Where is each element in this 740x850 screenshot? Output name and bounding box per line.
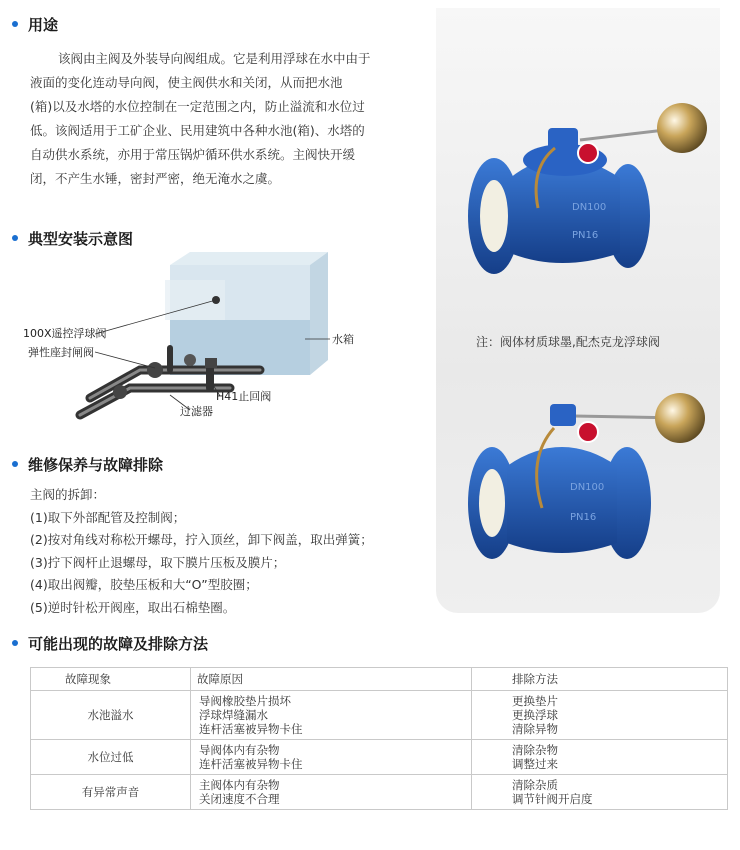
usage-title: 用途 bbox=[12, 14, 58, 35]
header-symptom: 故障现象 bbox=[31, 668, 191, 691]
valve-marking-dn: DN100 bbox=[570, 482, 605, 493]
cause-cell bbox=[191, 775, 472, 810]
valve-marking-pn: PN16 bbox=[570, 512, 597, 523]
faults-title: 可能出现的故障及排除方法 bbox=[12, 633, 208, 654]
label-filter: 过滤器 bbox=[180, 405, 213, 418]
usage-line: 该阀由主阀及外装导向阀组成。它是利用浮球在水中由于 bbox=[58, 51, 371, 66]
maintenance-list bbox=[30, 484, 373, 619]
label-gate-valve: 弹性座封闸阀 bbox=[28, 346, 94, 359]
symptom-cell: 水池溢水 bbox=[31, 691, 191, 740]
table-header-row bbox=[31, 668, 728, 691]
label-float-valve: 100X遥控浮球阀 bbox=[23, 327, 107, 340]
cause-cell bbox=[191, 740, 472, 775]
material-note: 注：阀体材质球墨,配杰克龙浮球阀 bbox=[476, 335, 660, 349]
fix-line: 调整过来 bbox=[512, 757, 558, 771]
usage-line: (箱)以及水塔的水位控制在一定范围之内，防止溢流和水位过 bbox=[30, 99, 365, 114]
cause-line: 浮球焊缝漏水 bbox=[199, 708, 268, 722]
cause-line: 连杆活塞被异物卡住 bbox=[199, 757, 303, 771]
cause-line: 主阀体内有杂物 bbox=[199, 778, 280, 792]
cause-cell bbox=[191, 691, 472, 740]
float-ball-icon bbox=[657, 103, 707, 153]
maintenance-title: 维修保养与故障排除 bbox=[12, 454, 163, 475]
float-valve-image-top bbox=[460, 98, 720, 303]
fix-cell bbox=[472, 775, 728, 810]
table-row bbox=[31, 691, 728, 740]
fix-line: 更换垫片 bbox=[512, 694, 558, 708]
bullet-dot-icon bbox=[12, 21, 18, 27]
bullet-dot-icon bbox=[12, 640, 18, 646]
maintenance-step: (5)逆时针松开阀座，取出石棉垫圈。 bbox=[30, 599, 236, 615]
cause-line: 关闭速度不合理 bbox=[199, 792, 280, 806]
bullet-dot-icon bbox=[12, 235, 18, 241]
float-valve-image-bottom bbox=[462, 388, 718, 588]
installation-diagram bbox=[20, 250, 420, 430]
usage-line: 闭，不产生水锤，密封严密，绝无淹水之虞。 bbox=[30, 171, 281, 186]
usage-paragraph bbox=[30, 47, 371, 191]
install-title: 典型安装示意图 bbox=[12, 228, 133, 249]
fix-line: 清除异物 bbox=[512, 722, 558, 736]
table-row bbox=[31, 740, 728, 775]
valve-marking-dn: DN100 bbox=[572, 202, 607, 213]
bullet-dot-icon bbox=[12, 461, 18, 467]
usage-line: 自动供水系统，亦用于常压锅炉循环供水系统。主阀快开缓 bbox=[30, 147, 356, 162]
handwheel-icon bbox=[578, 422, 598, 442]
fix-line: 清除杂质 bbox=[512, 778, 558, 792]
handwheel-icon bbox=[578, 143, 598, 163]
fix-cell bbox=[472, 691, 728, 740]
maintenance-step: (3)拧下阀杆止退螺母，取下膜片压板及膜片； bbox=[30, 554, 286, 570]
float-ball-icon bbox=[655, 393, 705, 443]
fix-cell bbox=[472, 740, 728, 775]
fix-line: 清除杂物 bbox=[512, 743, 558, 757]
pilot-valve bbox=[550, 404, 576, 426]
symptom-cell: 有异常声音 bbox=[31, 775, 191, 810]
fault-table bbox=[30, 667, 728, 810]
table-row bbox=[31, 775, 728, 810]
label-check-valve: H41止回阀 bbox=[216, 390, 272, 403]
maintenance-step: (2)按对角线对称松开螺母，拧入顶丝，卸下阀盖，取出弹簧； bbox=[30, 532, 373, 547]
cause-line: 连杆活塞被异物卡住 bbox=[199, 722, 303, 736]
usage-line: 低。该阀适用于工矿企业、民用建筑中各种水池(箱)、水塔的 bbox=[30, 123, 365, 138]
valve-marking-pn: PN16 bbox=[572, 230, 599, 241]
symptom-cell: 水位过低 bbox=[31, 740, 191, 775]
cause-line: 导阀橡胶垫片损坏 bbox=[199, 694, 291, 708]
maintenance-intro: 主阀的拆卸： bbox=[30, 487, 106, 502]
fix-line: 调节针阀开启度 bbox=[512, 792, 593, 806]
header-fix: 排除方法 bbox=[472, 668, 728, 691]
maintenance-step: (4)取出阀瓣，胶垫压板和大“O”型胶圈； bbox=[30, 577, 258, 592]
label-water-tank: 水箱 bbox=[332, 333, 354, 346]
maintenance-step: (1)取下外部配管及控制阀； bbox=[30, 509, 186, 525]
valve-body bbox=[507, 447, 617, 553]
fix-line: 更换浮球 bbox=[512, 708, 558, 722]
header-cause: 故障原因 bbox=[191, 668, 472, 691]
cause-line: 导阀体内有杂物 bbox=[199, 743, 280, 757]
usage-line: 液面的变化连动导向阀，使主阀供水和关闭，从而把水池 bbox=[30, 75, 343, 90]
